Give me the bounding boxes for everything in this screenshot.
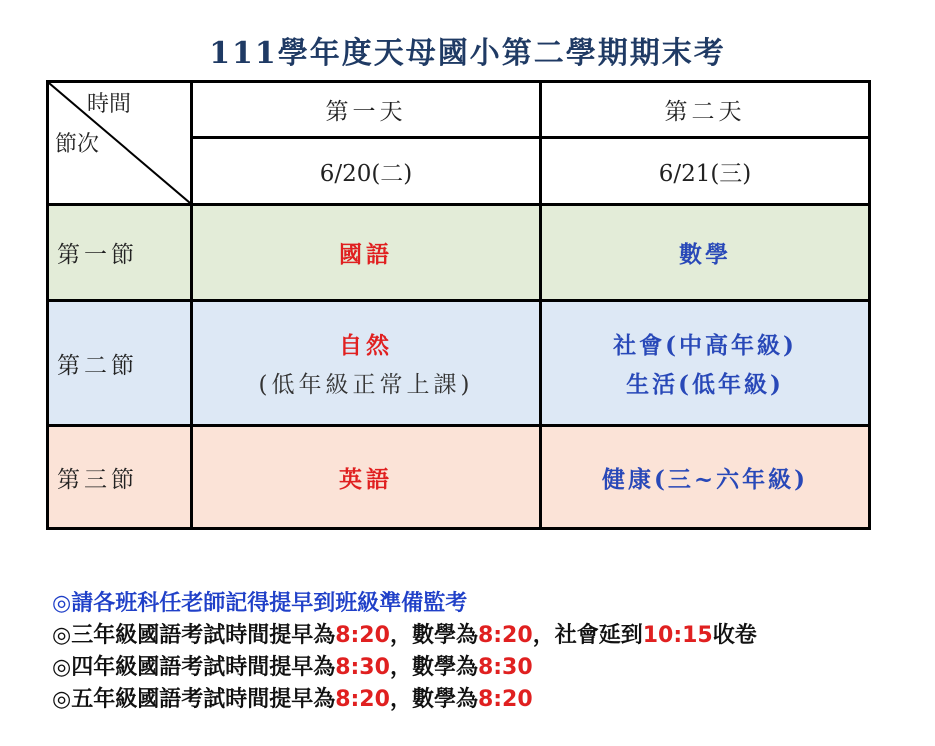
day2-name: 第二天 — [541, 82, 870, 138]
note-time: 8:30 — [335, 655, 390, 680]
day2-period3-subject: 健康(三~六年級) — [541, 426, 870, 529]
table-row — [48, 426, 870, 529]
notes-section — [52, 588, 892, 716]
note-time: 10:15 — [642, 623, 713, 648]
corner-period-label: 節次 — [55, 132, 100, 157]
note-time: 8:20 — [477, 623, 533, 648]
note-text: 收卷 — [712, 623, 757, 648]
note-time: 8:20 — [477, 687, 533, 712]
note-text: ，數學為 — [389, 655, 478, 680]
page-title: 111學年度天母國小第二學期期末考 — [209, 36, 726, 71]
corner-header-cell — [48, 82, 192, 205]
note-text: ◎五年級國語考試時間提早為 — [52, 687, 336, 712]
note-header: ◎請各班科任老師記得提早到班級準備監考 — [52, 591, 468, 616]
day2-period2-line1: 社會(中高年級) — [613, 332, 797, 359]
note-text: ，數學為 — [389, 687, 478, 712]
period-label: 第一節 — [48, 205, 192, 301]
table-row — [48, 301, 870, 426]
note-grade3 — [52, 620, 892, 652]
day1-period1-subject: 國語 — [192, 205, 541, 301]
period-label: 第三節 — [48, 426, 192, 529]
day1-period2-subject: 自然 — [339, 332, 393, 359]
day2-period2-line2: 生活(低年級) — [626, 371, 784, 398]
day2-period1-subject: 數學 — [541, 205, 870, 301]
table-row — [48, 205, 870, 301]
note-text: ，社會延到 — [532, 623, 643, 648]
note-text: ◎四年級國語考試時間提早為 — [52, 655, 336, 680]
note-grade5 — [52, 684, 892, 716]
exam-schedule-table — [46, 80, 871, 530]
day2-period2-cell — [541, 301, 870, 426]
day1-period3-subject: 英語 — [192, 426, 541, 529]
day1-name: 第一天 — [192, 82, 541, 138]
period-label: 第二節 — [48, 301, 192, 426]
note-text: ，數學為 — [389, 623, 478, 648]
day1-period2-cell — [192, 301, 541, 426]
day1-date: 6/20(二) — [192, 138, 541, 205]
day1-period2-note: (低年級正常上課) — [258, 372, 474, 398]
note-time: 8:20 — [335, 623, 390, 648]
note-time: 8:20 — [335, 687, 390, 712]
corner-time-label: 時間 — [87, 92, 132, 117]
note-grade4 — [52, 652, 892, 684]
note-text: ◎三年級國語考試時間提早為 — [52, 623, 336, 648]
day2-date: 6/21(三) — [541, 138, 870, 205]
note-time: 8:30 — [477, 655, 533, 680]
